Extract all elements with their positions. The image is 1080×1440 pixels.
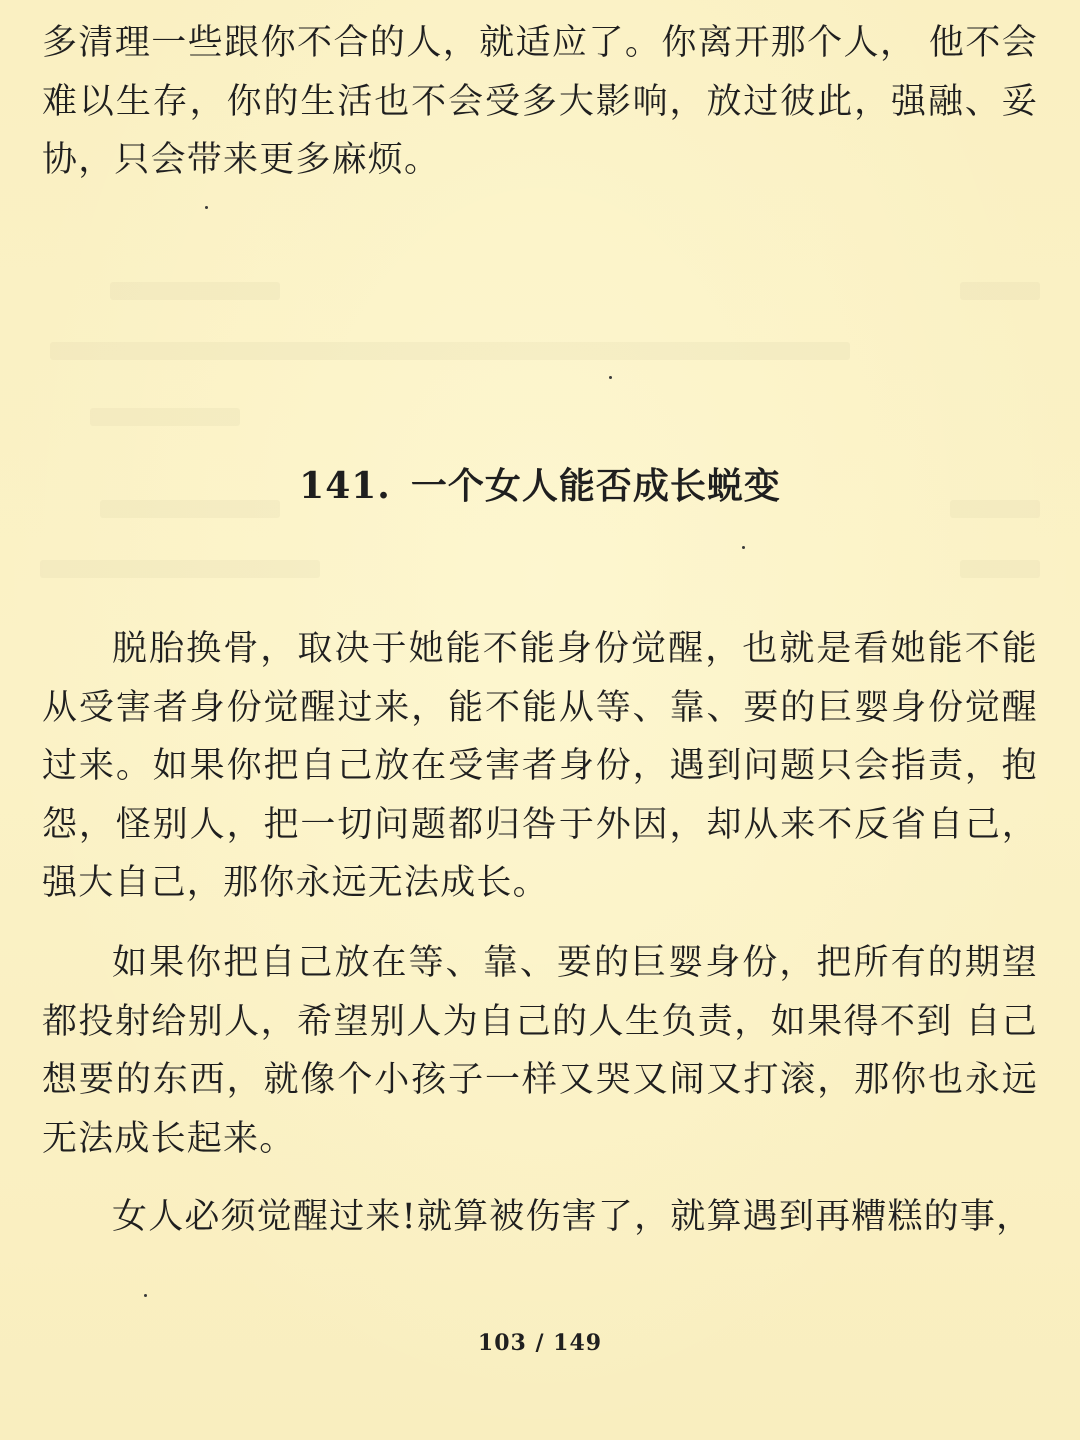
section-heading bbox=[0, 458, 1080, 509]
scan-speck bbox=[609, 376, 612, 379]
body-paragraph: 如果你把自己放在等、靠、要的巨婴身份，把所有的期望都投射给别人，希望别人为自己的人生负责，如果得不到 自己想要的东西，就像个小孩子一样又哭又闹又打滚，那你也永远无法成长起来。 bbox=[42, 943, 1038, 1159]
section-number: 141. bbox=[299, 465, 391, 507]
bleed-through-mark bbox=[90, 408, 240, 426]
bleed-through-mark bbox=[40, 560, 320, 578]
bleed-through-mark bbox=[960, 560, 1040, 578]
page-number: 103 / 149 bbox=[477, 1330, 603, 1356]
section-title: 一个女人能否成长蜕变 bbox=[410, 465, 781, 507]
scan-speck bbox=[742, 546, 745, 549]
body-paragraph: 女人必须觉醒过来!就算被伤害了，就算遇到再糟糕的事， bbox=[112, 1197, 1033, 1237]
bleed-through-mark bbox=[960, 282, 1040, 300]
bleed-through-mark bbox=[50, 342, 850, 360]
body-paragraph: 脱胎换骨，取决于她能不能身份觉醒，也就是看她能不能从受害者身份觉醒过来，能不能从等、靠、要的巨婴身份觉醒过来。如果你把自己放在受害者身份，遇到问题只会指责，抱怨，怪别人，把一切问题都归咎于外因，却从来不反省自己，强大自己，那你永远无法成长。 bbox=[42, 629, 1038, 903]
scan-speck bbox=[144, 1294, 147, 1297]
scan-speck bbox=[205, 206, 208, 209]
bleed-through-mark bbox=[110, 282, 280, 300]
continued-paragraph: 多清理一些跟你不合的人，就适应了。你离开那个人， 他不会难以生存，你的生活也不会受多大影响，放过彼此，强融、妥协，只会带来更多麻烦。 bbox=[42, 23, 1038, 180]
